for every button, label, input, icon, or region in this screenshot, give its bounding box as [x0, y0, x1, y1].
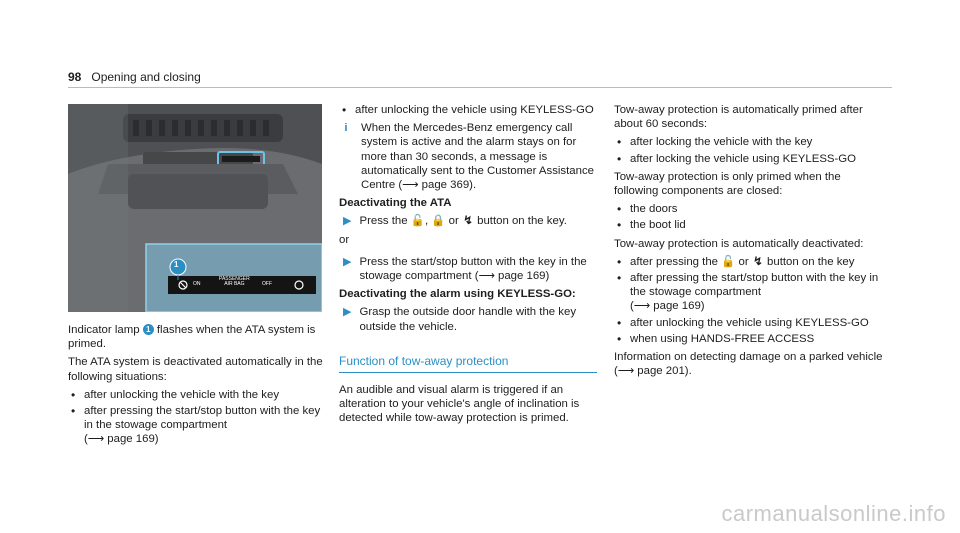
paragraph-components: Tow-away protection is only primed when the following components are closed:: [614, 170, 841, 198]
step-arrow-icon: ▶: [343, 306, 352, 319]
tailgate-icon: ↯: [753, 255, 763, 268]
page-number: 98: [68, 70, 82, 84]
step-text: Press the 🔓, 🔒 or ↯ button on the key.: [359, 215, 567, 228]
text-span: flashes when the ATA system is primed.: [68, 324, 316, 351]
list-item: • the boot lid: [630, 218, 886, 232]
page-reference-link[interactable]: (⟶ page 201).: [614, 365, 692, 378]
page-header: [68, 70, 201, 84]
panel-passenger-label: [219, 277, 250, 287]
section-divider: [339, 372, 597, 373]
list-item: • when using HANDS-FREE ACCESS: [630, 332, 886, 346]
header-divider: [68, 87, 892, 88]
list-item: • after unlocking the vehicle using KEYLESS-GO: [630, 316, 886, 330]
unlock-icon: 🔓: [410, 215, 425, 228]
paragraph-tow-away-intro: An audible and visual alarm is triggered if an alteration to your vehicle's angle of inclination is detected while tow-away protection is primed.: [339, 384, 580, 425]
text-span: or: [738, 255, 749, 268]
page-reference-link[interactable]: (⟶ page 169): [84, 433, 159, 446]
paragraph-damage-info: [614, 350, 886, 378]
list-item: [84, 404, 324, 447]
text-span: When the Mercedes-Benz emergency call system is active and the alarm stays on for more than 30 seconds, a message is automatically sent to the Customer Assistance Centre: [361, 122, 594, 192]
text-span: after pressing the start/stop button with the key in the stowage compartment: [630, 272, 879, 299]
unlock-icon: 🔓: [721, 255, 736, 268]
paragraph-primed: Tow-away protection is automatically primed after about 60 seconds:: [614, 104, 863, 131]
info-text: [361, 121, 597, 192]
watermark: carmanualsonline.info: [721, 501, 946, 526]
list-item: • after unlocking the vehicle using KEYLESS-GO: [355, 103, 597, 117]
deactivation-list-cont: [339, 103, 597, 117]
list-item: [630, 255, 886, 269]
page-reference-link[interactable]: (⟶ page 369).: [398, 179, 477, 192]
figure-callout-number: 1: [174, 260, 179, 269]
components-list: [614, 202, 886, 232]
deactivation-list: [68, 388, 324, 447]
page-reference-link[interactable]: (⟶ page 169): [630, 300, 705, 313]
list-item: • after locking the vehicle using KEYLESS-GO: [630, 152, 886, 166]
instruction-step: [339, 305, 597, 333]
list-item: • after locking the vehicle with the key: [630, 135, 886, 149]
text-span: button on the key: [767, 255, 855, 268]
text-span: Press the start/stop button with the key in the stowage compartment: [359, 255, 587, 283]
text-span: Indicator lamp: [68, 324, 140, 336]
lock-icon: 🔒: [431, 215, 446, 228]
or-separator: or: [339, 233, 350, 246]
text-span: button on the key.: [477, 215, 567, 228]
subheading-deactivating-alarm: Deactivating the alarm using KEYLESS-GO:: [339, 288, 576, 301]
list-item: • the doors: [630, 202, 886, 216]
panel-label-line2: AIR BAG: [224, 281, 245, 287]
primed-list: [614, 135, 886, 165]
paragraph-deactivated-tow: Tow-away protection is automatically deactivated:: [614, 237, 864, 250]
panel-on-label: ON: [193, 281, 201, 287]
column-1: [68, 323, 324, 451]
text-span: Press the: [359, 215, 408, 228]
text-span: after pressing the: [630, 255, 719, 268]
list-item: [630, 271, 886, 314]
info-icon: i: [344, 122, 348, 135]
section-title-header: Opening and closing: [91, 70, 201, 84]
column-3: [614, 103, 886, 382]
instruction-step: [339, 214, 597, 228]
page-reference-link[interactable]: (⟶ page 169): [474, 270, 550, 283]
instruction-step: [339, 255, 597, 283]
paragraph-deactivated: The ATA system is deactivated automatically in the following situations:: [68, 356, 323, 383]
column-2: [339, 103, 597, 430]
panel-label-line1: PASSENGER: [219, 276, 250, 282]
step-text: Grasp the outside door handle with the key outside the vehicle.: [359, 306, 577, 333]
text-span: Information on detecting damage on a parked vehicle: [614, 351, 883, 364]
step-arrow-icon: ▶: [343, 255, 352, 268]
list-item: • after unlocking the vehicle with the key: [84, 388, 324, 402]
step-arrow-icon: ▶: [343, 215, 352, 228]
text-span: or: [448, 215, 459, 228]
tailgate-icon: ↯: [463, 215, 473, 228]
panel-off-label: OFF: [262, 281, 272, 287]
section-title-tow-away: Function of tow-away protection: [339, 353, 509, 368]
step-text: [359, 255, 597, 283]
info-note: [339, 121, 597, 192]
tow-deactivation-list: [614, 255, 886, 346]
paragraph-indicator-lamp: [68, 323, 324, 351]
callout-1-icon: 1: [143, 324, 154, 335]
subheading-deactivating-ata: Deactivating the ATA: [339, 197, 452, 210]
text-span: after pressing the start/stop button with the key in the stowage compartment: [84, 405, 321, 432]
